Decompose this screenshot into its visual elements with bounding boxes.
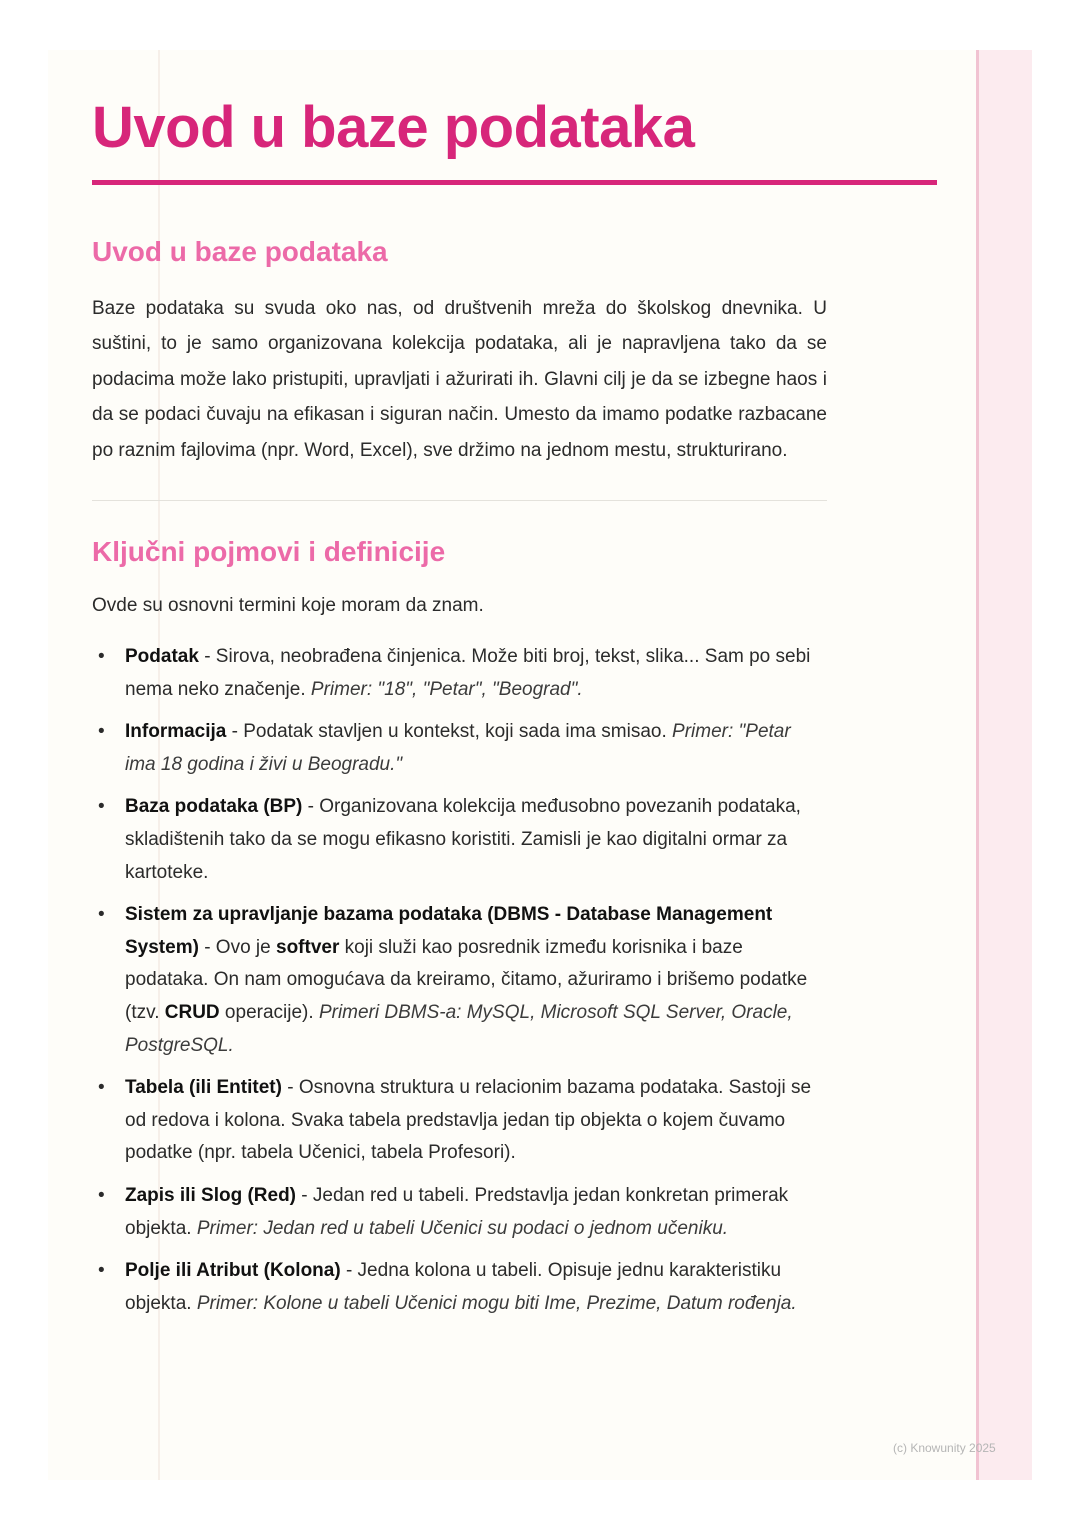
document-page bbox=[48, 50, 1032, 1480]
term-text: - Ovo je bbox=[198, 936, 276, 958]
list-item bbox=[92, 899, 812, 1062]
bullet: • bbox=[98, 904, 105, 926]
copyright-note: (c) Knowunity 2025 bbox=[893, 1441, 996, 1455]
term-example: Primer: "18", "Petar", "Beograd". bbox=[310, 678, 583, 700]
term-example: Primer: "Petar ima 18 godina i živi u Beogradu." bbox=[125, 721, 791, 775]
term-name: Baza podataka (BP) bbox=[125, 796, 303, 818]
section-divider bbox=[92, 500, 827, 501]
document-content bbox=[92, 94, 892, 1330]
term-text: operacije). bbox=[219, 1001, 319, 1023]
intro-paragraph: Baze podataka su svuda oko nas, od društvenih mreža do školskog dnevnika. U suštini, to je samo organizovana kolekcija podataka, ali je napravljena tako da se podacima može lako pristupiti, upravljati i ažurirati ih. Glavni cilj je da se izbegne haos i da se podaci čuvaju na efikasan i siguran način. Umesto da imamo podatke razbacane po raznim fajlovima (npr. Word, Excel), sve držimo na jednom mestu, strukturirano. bbox=[92, 298, 827, 461]
term-text: - Podatak stavljen u kontekst, koji sada ima smisao. bbox=[226, 721, 673, 743]
list-item bbox=[92, 716, 812, 781]
term-name: Zapis ili Slog (Red) bbox=[125, 1184, 297, 1206]
bullet: • bbox=[98, 646, 105, 668]
section-heading-terms: Ključni pojmovi i definicije bbox=[92, 536, 446, 568]
document-title: Uvod u baze podataka bbox=[92, 95, 695, 160]
term-example: Primeri DBMS-a: MySQL, Microsoft SQL Server, Oracle, PostgreSQL. bbox=[125, 1001, 793, 1056]
bullet: • bbox=[98, 1260, 105, 1282]
term-name: Informacija bbox=[125, 721, 227, 743]
bullet: • bbox=[98, 721, 105, 743]
section-heading-intro: Uvod u baze podataka bbox=[92, 236, 388, 267]
term-name: Sistem za upravljanje bazama podataka (DBMS - Database Management System) bbox=[125, 904, 773, 958]
list-item bbox=[92, 1255, 812, 1320]
term-name: Polje ili Atribut (Kolona) bbox=[125, 1260, 341, 1282]
bullet: • bbox=[98, 1077, 105, 1099]
term-example: Primer: Kolone u tabeli Učenici mogu biti Ime, Prezime, Datum rođenja. bbox=[196, 1292, 797, 1314]
terms-list bbox=[92, 641, 812, 1320]
term-emphasis: CRUD bbox=[164, 1001, 220, 1023]
list-item bbox=[92, 1072, 812, 1170]
terms-lead: Ovde su osnovni termini koje moram da znam. bbox=[92, 595, 484, 617]
right-margin-band bbox=[976, 50, 1032, 1480]
term-text: - Sirova, neobrađena činjenica. Može biti broj, tekst, slika... Sam po sebi nema neko značenje. bbox=[125, 646, 811, 700]
term-text: - Organizovana kolekcija međusobno povezanih podataka, skladištenih tako da se mogu efikasno koristiti. Zamisli je kao digitalni ormar za kartoteke. bbox=[125, 796, 801, 883]
term-example: Primer: Jedan red u tabeli Učenici su podaci o jednom učeniku. bbox=[196, 1217, 729, 1239]
term-text: - Jedna kolona u tabeli. Opisuje jednu karakteristiku objekta. bbox=[125, 1260, 782, 1314]
term-emphasis: softver bbox=[276, 936, 340, 958]
list-item bbox=[92, 791, 812, 889]
bullet: • bbox=[98, 1184, 105, 1206]
term-text: - Jedan red u tabeli. Predstavlja jedan konkretan primerak objekta. bbox=[125, 1184, 789, 1239]
term-text: - Osnovna struktura u relacionim bazama podataka. Sastoji se od redova i kolona. Svaka tabela predstavlja jedan tip objekta o kojem čuvamo podatke (npr. tabela Učenici, tabela Profesori). bbox=[125, 1077, 812, 1164]
bullet: • bbox=[98, 796, 105, 818]
title-underline bbox=[92, 180, 937, 185]
term-text: koji služi kao posrednik između korisnika i baze podataka. On nam omogućava da kreiramo, čitamo, ažuriramo i brišemo podatke (tzv. bbox=[125, 936, 808, 1023]
list-item bbox=[92, 1180, 812, 1245]
term-name: Podatak bbox=[125, 646, 199, 668]
list-item bbox=[92, 641, 812, 706]
term-name: Tabela (ili Entitet) bbox=[125, 1077, 282, 1099]
right-margin-line bbox=[976, 50, 979, 1480]
